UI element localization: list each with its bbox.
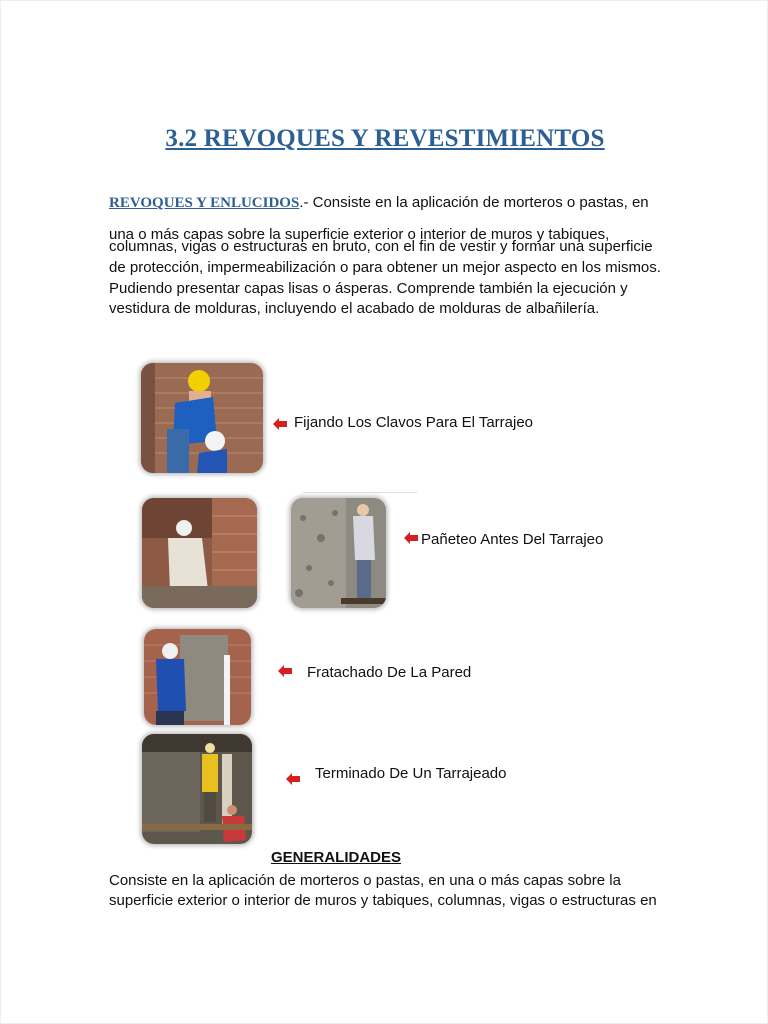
photo-paneteo-2 xyxy=(291,498,386,608)
caption-fijando-clavos: Fijando Los Clavos Para El Tarrajeo xyxy=(294,414,534,431)
photo-terminado xyxy=(142,734,252,844)
caption-terminado: Terminado De Un Tarrajeado xyxy=(315,765,507,782)
intro-line-1 xyxy=(109,193,669,213)
intro-line-5: Pudiendo presentar capas lisas o ásperas. Comprende también la ejecución y xyxy=(109,280,628,297)
intro-line-2: una o más capas sobre la superficie exterior o interior de muros y tabiques, xyxy=(109,226,610,243)
photo-fratachado xyxy=(144,629,251,725)
generalidades-line-1: Consiste en la aplicación de morteros o pastas, en una o más capas sobre la xyxy=(109,872,621,889)
photo-paneteo-1 xyxy=(142,498,257,608)
intro-line-3: columnas, vigas o estructuras en bruto, con el fin de vestir y formar una superficie xyxy=(109,238,653,255)
arrow-left-icon xyxy=(286,773,300,785)
photo-fijando-clavos xyxy=(141,363,263,473)
caption-fratachado: Fratachado De La Pared xyxy=(307,664,472,681)
intro-line-6: vestidura de molduras, incluyendo el acabado de molduras de albañilería. xyxy=(109,300,600,317)
arrow-left-icon xyxy=(404,532,418,544)
section-heading-generalidades: GENERALIDADES xyxy=(271,849,402,866)
caption-paneteo: Pañeteo Antes Del Tarrajeo xyxy=(421,531,604,548)
page-title: 3.2 REVOQUES Y REVESTIMIENTOS xyxy=(165,125,605,152)
arrow-left-icon xyxy=(278,665,292,677)
divider-line xyxy=(303,492,417,493)
arrow-left-icon xyxy=(273,418,287,430)
intro-line-4: de protección, impermeabilización o para obtener un mejor aspecto en los mismos. xyxy=(109,259,661,276)
section-heading-revoques: REVOQUES Y ENLUCIDOS xyxy=(109,195,300,211)
generalidades-line-2: superficie exterior o interior de muros y tabiques, columnas, vigas o estructuras en xyxy=(109,892,657,909)
intro-line-1-text: .- Consiste en la aplicación de morteros o pastas, en xyxy=(299,194,649,211)
